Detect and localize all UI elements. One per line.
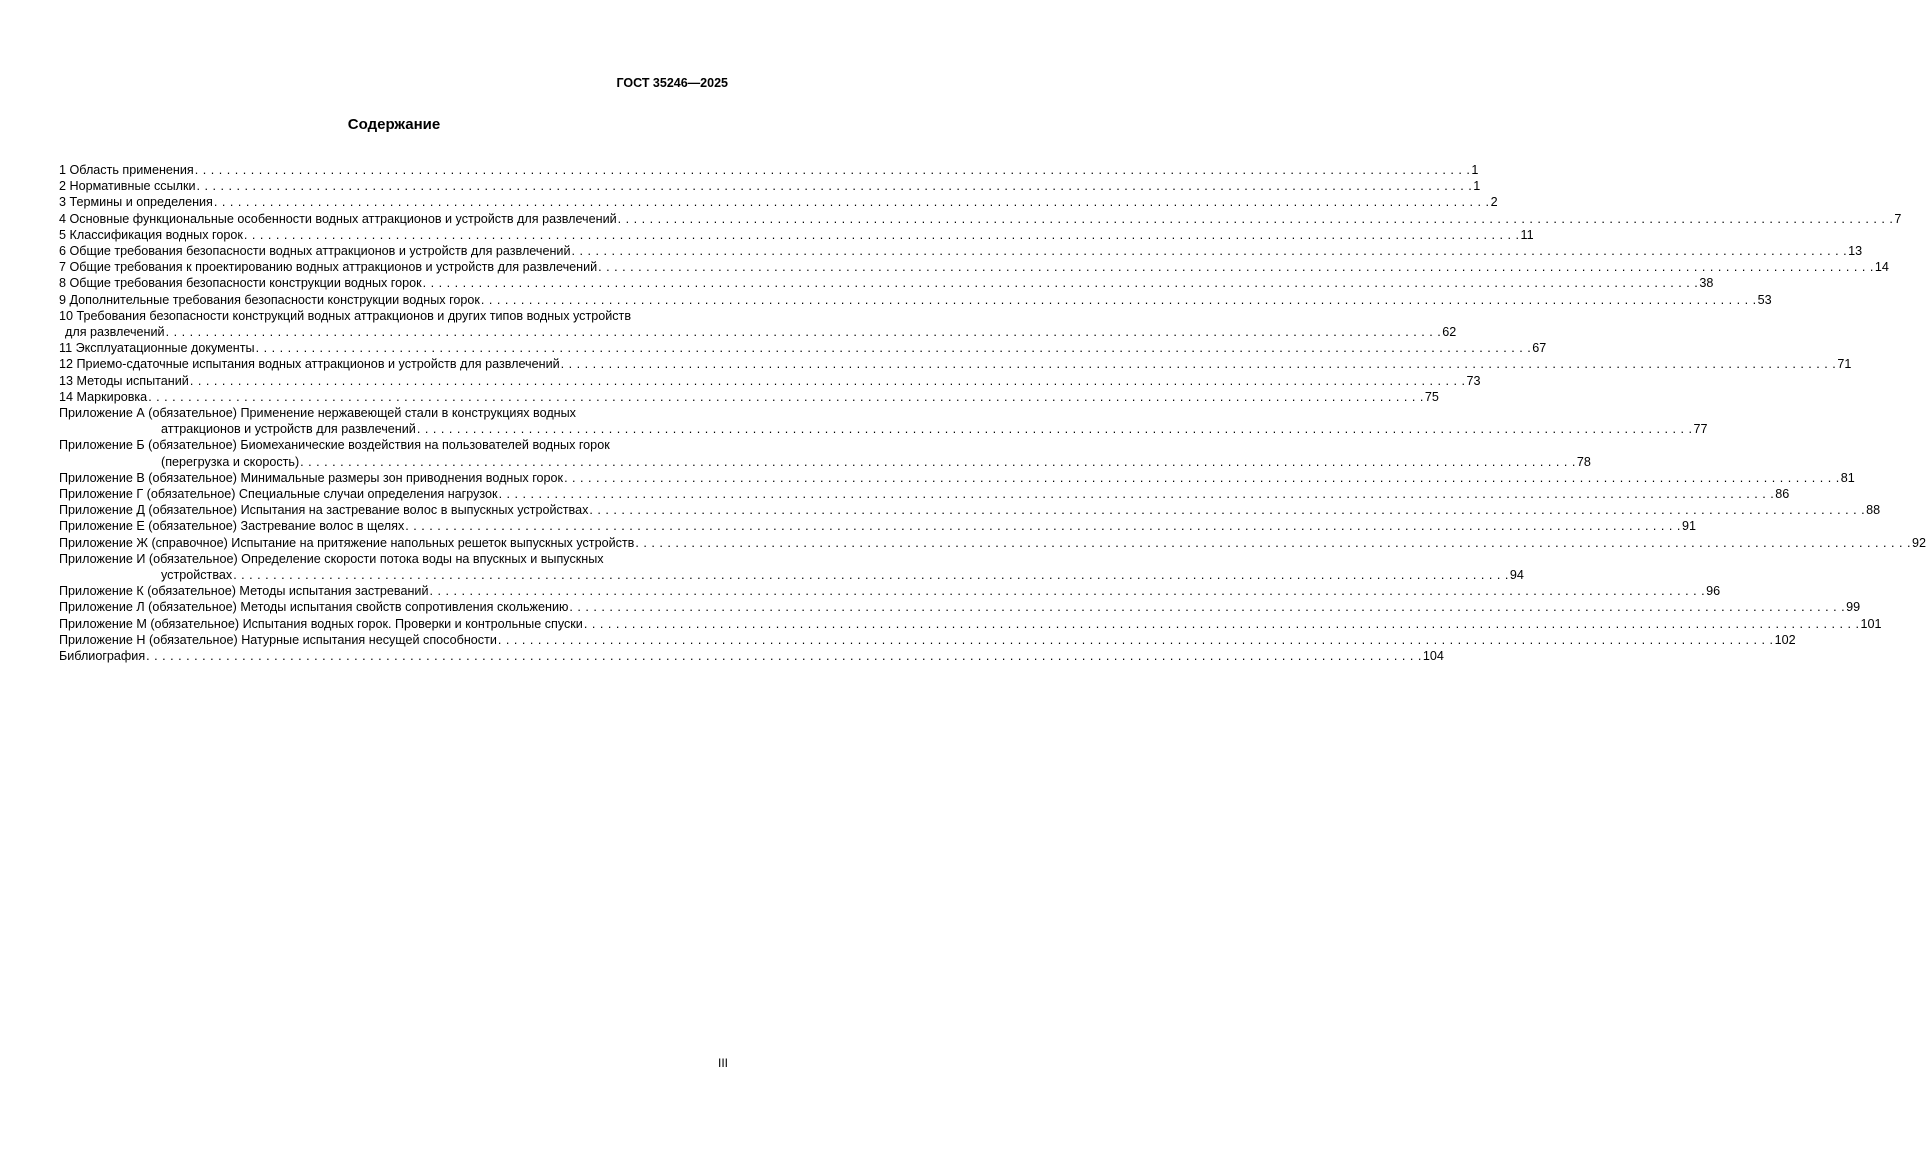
toc-entry-line xyxy=(59,535,1926,551)
dot-leader: . . . . . . . . . . . . . . . . . . . . . . . . . . . . . . . . . . . . . . . . . . . . . . . . . . . . . . . . . . . . . . . . . . . . . . . . . . . . . . . . . . . . . . . . . . . . . . . . . . . . . . . . . . . . . . . . . . . . . . . . . . . . . . . . . . . . . . . . . . . . . . . . . . . . . . . . . . . . . . . . xyxy=(564,470,1840,485)
toc-entry-title: Приложение А (обязательное) Применение нержавеющей стали в конструкциях водных xyxy=(59,406,576,421)
toc-entry-title: 10 Требования безопасности конструкций водных аттракционов и других типов водных устройств xyxy=(59,308,632,323)
toc-entry-page: 81 xyxy=(1840,470,1855,485)
toc-entry-title: Приложение Б (обязательное) Биомеханические воздействия на пользователей водных горок xyxy=(59,438,610,453)
dot-leader: . . . . . . . . . . . . . . . . . . . . . . . . . . . . . . . . . . . . . . . . . . . . . . . . . . . . . . . . . . . . . . . . . . . . . . . . . . . . . . . . . . . . . . . . . . . . . . . . . . . . . . . . . . . . . . . . . . . . . . . . . . . . . . . . . . . . . . . . . . . . . . . . . . . . . . . . . . . . . . . . xyxy=(598,260,1874,275)
toc-entry-title: 7 Общие требования к проектированию водных аттракционов и устройств для развлечений xyxy=(59,260,598,275)
toc-entry-page: 104 xyxy=(1422,649,1444,664)
toc-entry-line xyxy=(59,616,1882,632)
table-of-contents xyxy=(59,162,1926,664)
toc-entry[interactable] xyxy=(59,308,1457,340)
toc-entry-page: 102 xyxy=(1774,632,1796,647)
toc-entry-page: 101 xyxy=(1860,616,1882,631)
toc-entry[interactable] xyxy=(59,227,1534,243)
toc-entry-line xyxy=(59,648,1444,664)
toc-entry-line xyxy=(59,454,1591,470)
toc-entry-title: 8 Общие требования безопасности конструкции водных горок xyxy=(59,276,422,291)
toc-entry[interactable] xyxy=(59,194,1498,210)
dot-leader: . . . . . . . . . . . . . . . . . . . . . . . . . . . . . . . . . . . . . . . . . . . . . . . . . . . . . . . . . . . . . . . . . . . . . . . . . . . . . . . . . . . . . . . . . . . . . . . . . . . . . . . . . . . . . . . . . . . . . . . . . . . . . . . . . . . . . . . . . . . . . . . . . . . . . . . . . . . . . . . . xyxy=(480,292,1757,307)
page-number: III xyxy=(717,1056,728,1070)
toc-entry-page: 2 xyxy=(1490,195,1498,210)
toc-entry[interactable] xyxy=(59,162,1479,178)
toc-entry-line xyxy=(59,486,1790,502)
dot-leader: . . . . . . . . . . . . . . . . . . . . . . . . . . . . . . . . . . . . . . . . . . . . . . . . . . . . . . . . . . . . . . . . . . . . . . . . . . . . . . . . . . . . . . . . . . . . . . . . . . . . . . . . . . . . . . . . . . . . . . . . . . . . . . . . . . . . . . . . . . . . . . . . . . . . . . . . . . . . . . . . xyxy=(617,211,1894,226)
toc-entry[interactable] xyxy=(59,340,1547,356)
toc-entry-page: 78 xyxy=(1576,454,1591,469)
dot-leader: . . . . . . . . . . . . . . . . . . . . . . . . . . . . . . . . . . . . . . . . . . . . . . . . . . . . . . . . . . . . . . . . . . . . . . . . . . . . . . . . . . . . . . . . . . . . . . . . . . . . . . . . . . . . . . . . . . . . . . . . . . . . . . . . . . . . . . . . . . . . . . . . . . . . . . . . . . . . . . . . xyxy=(422,276,1699,291)
toc-entry-title: 12 Приемо-сдаточные испытания водных аттракционов и устройств для развлечений xyxy=(59,357,560,372)
toc-entry-title: Приложение Г (обязательное) Специальные случаи определения нагрузок xyxy=(59,487,498,502)
dot-leader: . . . . . . . . . . . . . . . . . . . . . . . . . . . . . . . . . . . . . . . . . . . . . . . . . . . . . . . . . . . . . . . . . . . . . . . . . . . . . . . . . . . . . . . . . . . . . . . . . . . . . . . . . . . . . . . . . . . . . . . . . . . . . . . . . . . . . . . . . . . . . . . . . . . . . . . . . . . . . . . . xyxy=(498,487,1775,502)
dot-leader: . . . . . . . . . . . . . . . . . . . . . . . . . . . . . . . . . . . . . . . . . . . . . . . . . . . . . . . . . . . . . . . . . . . . . . . . . . . . . . . . . . . . . . . . . . . . . . . . . . . . . . . . . . . . . . . . . . . . . . . . . . . . . . . . . . . . . . . . . . . . . . . . . . . . . . . . . . . . . . . . xyxy=(416,422,1693,437)
toc-entry-title: 3 Термины и определения xyxy=(59,195,213,210)
toc-entry-page: 99 xyxy=(1846,600,1861,615)
toc-entry-page: 73 xyxy=(1466,373,1481,388)
toc-entry-page: 67 xyxy=(1532,341,1547,356)
dot-leader: . . . . . . . . . . . . . . . . . . . . . . . . . . . . . . . . . . . . . . . . . . . . . . . . . . . . . . . . . . . . . . . . . . . . . . . . . . . . . . . . . . . . . . . . . . . . . . . . . . . . . . . . . . . . . . . . . . . . . . . . . . . . . . . . . . . . . . . . . . . . . . . . . . . . . . . . . . . . . . . . xyxy=(589,503,1866,518)
toc-entry-title: Приложение Л (обязательное) Методы испытания свойств сопротивления скольжению xyxy=(59,600,569,615)
toc-entry-line xyxy=(59,518,1696,534)
toc-entry-title: Приложение М (обязательное) Испытания водных горок. Проверки и контрольные спуски xyxy=(59,616,583,631)
toc-entry-line xyxy=(59,502,1881,518)
toc-entry-title: 6 Общие требования безопасности водных аттракционов и устройств для развлечений xyxy=(59,244,571,259)
toc-entry[interactable] xyxy=(59,405,1708,437)
toc-entry-page: 77 xyxy=(1693,422,1708,437)
toc-entry-line xyxy=(59,211,1902,227)
dot-leader: . . . . . . . . . . . . . . . . . . . . . . . . . . . . . . . . . . . . . . . . . . . . . . . . . . . . . . . . . . . . . . . . . . . . . . . . . . . . . . . . . . . . . . . . . . . . . . . . . . . . . . . . . . . . . . . . . . . . . . . . . . . . . . . . . . . . . . . . . . . . . . . . . . . . . . . . . . . . . . . . xyxy=(405,519,1681,534)
toc-entry-line xyxy=(59,292,1772,308)
toc-entry-page: 92 xyxy=(1912,535,1926,550)
toc-entry-page: 11 xyxy=(1520,227,1534,242)
toc-entry[interactable] xyxy=(59,502,1881,518)
toc-entry-title: 4 Основные функциональные особенности водных аттракционов и устройств для развлечений xyxy=(59,211,617,226)
dot-leader: . . . . . . . . . . . . . . . . . . . . . . . . . . . . . . . . . . . . . . . . . . . . . . . . . . . . . . . . . . . . . . . . . . . . . . . . . . . . . . . . . . . . . . . . . . . . . . . . . . . . . . . . . . . . . . . . . . . . . . . . . . . . . . . . . . . . . . . . . . . . . . . . . . . . . . . . . . . . . . . . xyxy=(560,357,1837,372)
toc-entry-title: (перегрузка и скорость) xyxy=(161,454,300,469)
toc-entry-title: Приложение Н (обязательное) Натурные испытания несущей способности xyxy=(59,632,497,647)
toc-entry-page: 13 xyxy=(1848,244,1863,259)
toc-entry-line xyxy=(59,178,1481,194)
dot-leader: . . . . . . . . . . . . . . . . . . . . . . . . . . . . . . . . . . . . . . . . . . . . . . . . . . . . . . . . . . . . . . . . . . . . . . . . . . . . . . . . . . . . . . . . . . . . . . . . . . . . . . . . . . . . . . . . . . . . . . . . . . . . . . . . . . . . . . . . . . . . . . . . . . . . . . . . . . . . . . . . xyxy=(497,632,1774,647)
dot-leader: . . . . . . . . . . . . . . . . . . . . . . . . . . . . . . . . . . . . . . . . . . . . . . . . . . . . . . . . . . . . . . . . . . . . . . . . . . . . . . . . . . . . . . . . . . . . . . . . . . . . . . . . . . . . . . . . . . . . . . . . . . . . . . . . . . . . . . . . . . . . . . . . . . . . . . . . . . . . . . . . xyxy=(571,244,1848,259)
dot-leader: . . . . . . . . . . . . . . . . . . . . . . . . . . . . . . . . . . . . . . . . . . . . . . . . . . . . . . . . . . . . . . . . . . . . . . . . . . . . . . . . . . . . . . . . . . . . . . . . . . . . . . . . . . . . . . . . . . . . . . . . . . . . . . . . . . . . . . . . . . . . . . . . . . . . . . . . . . . . . . . . xyxy=(146,649,1422,664)
toc-entry-title: Приложение Ж (справочное) Испытание на притяжение напольных решеток выпускных устройств xyxy=(59,535,635,550)
toc-entry-line xyxy=(59,551,728,567)
toc-entry[interactable] xyxy=(59,356,1852,372)
toc-entry-line xyxy=(59,373,1481,389)
toc-entry[interactable] xyxy=(59,373,1481,389)
toc-entry-page: 53 xyxy=(1757,292,1772,307)
toc-entry-line xyxy=(59,308,728,324)
toc-entry[interactable] xyxy=(59,178,1481,194)
toc-entry-title: Приложение Д (обязательное) Испытания на застревание волос в выпускных устройствах xyxy=(59,503,589,518)
dot-leader: . . . . . . . . . . . . . . . . . . . . . . . . . . . . . . . . . . . . . . . . . . . . . . . . . . . . . . . . . . . . . . . . . . . . . . . . . . . . . . . . . . . . . . . . . . . . . . . . . . . . . . . . . . . . . . . . . . . . . . . . . . . . . . . . . . . . . . . . . . . . . . . . . . . . . . . . . . . . . . . . xyxy=(165,325,1442,340)
toc-entry-line xyxy=(59,470,1855,486)
dot-leader: . . . . . . . . . . . . . . . . . . . . . . . . . . . . . . . . . . . . . . . . . . . . . . . . . . . . . . . . . . . . . . . . . . . . . . . . . . . . . . . . . . . . . . . . . . . . . . . . . . . . . . . . . . . . . . . . . . . . . . . . . . . . . . . . . . . . . . . . . . . . . . . . . . . . . . . . . . . . . . . . xyxy=(233,568,1509,583)
toc-entry[interactable] xyxy=(59,292,1772,308)
toc-entry-page: 94 xyxy=(1509,568,1524,583)
toc-entry[interactable] xyxy=(59,599,1861,615)
dot-leader: . . . . . . . . . . . . . . . . . . . . . . . . . . . . . . . . . . . . . . . . . . . . . . . . . . . . . . . . . . . . . . . . . . . . . . . . . . . . . . . . . . . . . . . . . . . . . . . . . . . . . . . . . . . . . . . . . . . . . . . . . . . . . . . . . . . . . . . . . . . . . . . . . . . . . . . . . . . . . . . . xyxy=(569,600,1846,615)
toc-entry-line xyxy=(59,340,1547,356)
toc-entry[interactable] xyxy=(59,211,1902,227)
toc-entry-page: 88 xyxy=(1866,503,1881,518)
dot-leader: . . . . . . . . . . . . . . . . . . . . . . . . . . . . . . . . . . . . . . . . . . . . . . . . . . . . . . . . . . . . . . . . . . . . . . . . . . . . . . . . . . . . . . . . . . . . . . . . . . . . . . . . . . . . . . . . . . . . . . . . . . . . . . . . . . . . . . . . . . . . . . . . . . . . . . . . . . . . . . . . xyxy=(583,616,1860,631)
toc-entry-page: 7 xyxy=(1894,211,1902,226)
toc-entry-title: Приложение И (обязательное) Определение скорости потока воды на впускных и выпускных xyxy=(59,551,604,566)
toc-entry-line xyxy=(59,437,728,453)
toc-entry-line xyxy=(59,583,1721,599)
toc-entry-line xyxy=(59,162,1479,178)
toc-entry-title: Библиография xyxy=(59,649,146,664)
toc-entry[interactable] xyxy=(59,486,1790,502)
dot-leader: . . . . . . . . . . . . . . . . . . . . . . . . . . . . . . . . . . . . . . . . . . . . . . . . . . . . . . . . . . . . . . . . . . . . . . . . . . . . . . . . . . . . . . . . . . . . . . . . . . . . . . . . . . . . . . . . . . . . . . . . . . . . . . . . . . . . . . . . . . . . . . . . . . . . . . . . . . . . . . . . xyxy=(635,535,1912,550)
toc-entry-title: 1 Область применения xyxy=(59,163,194,177)
toc-entry[interactable] xyxy=(59,275,1714,291)
dot-leader: . . . . . . . . . . . . . . . . . . . . . . . . . . . . . . . . . . . . . . . . . . . . . . . . . . . . . . . . . . . . . . . . . . . . . . . . . . . . . . . . . . . . . . . . . . . . . . . . . . . . . . . . . . . . . . . . . . . . . . . . . . . . . . . . . . . . . . . . . . . . . . . . . . . . . . . . . . . . . . . . xyxy=(429,584,1706,599)
toc-entry-page: 96 xyxy=(1706,584,1721,599)
dot-leader: . . . . . . . . . . . . . . . . . . . . . . . . . . . . . . . . . . . . . . . . . . . . . . . . . . . . . . . . . . . . . . . . . . . . . . . . . . . . . . . . . . . . . . . . . . . . . . . . . . . . . . . . . . . . . . . . . . . . . . . . . . . . . . . . . . . . . . . . . . . . . . . . . . . . . . . . . . . . . . . . xyxy=(243,227,1520,242)
toc-entry[interactable] xyxy=(59,470,1855,486)
toc-entry[interactable] xyxy=(59,259,1889,275)
toc-entry[interactable] xyxy=(59,551,1524,583)
toc-entry-line xyxy=(59,632,1796,648)
toc-entry-title: аттракционов и устройств для развлечений xyxy=(161,422,416,437)
toc-entry-page: 1 xyxy=(1473,179,1481,194)
dot-leader: . . . . . . . . . . . . . . . . . . . . . . . . . . . . . . . . . . . . . . . . . . . . . . . . . . . . . . . . . . . . . . . . . . . . . . . . . . . . . . . . . . . . . . . . . . . . . . . . . . . . . . . . . . . . . . . . . . . . . . . . . . . . . . . . . . . . . . . . . . . . . . . . . . . . . . . . . . . . . . . . xyxy=(189,373,1466,388)
toc-entry-title: Приложение Е (обязательное) Застревание волос в щелях xyxy=(59,519,405,534)
toc-entry-title: 5 Классификация водных горок xyxy=(59,227,243,242)
toc-entry-page: 38 xyxy=(1699,276,1714,291)
toc-entry-line xyxy=(59,324,1457,340)
toc-entry-page: 71 xyxy=(1837,357,1852,372)
toc-entry-line xyxy=(59,599,1861,615)
dot-leader: . . . . . . . . . . . . . . . . . . . . . . . . . . . . . . . . . . . . . . . . . . . . . . . . . . . . . . . . . . . . . . . . . . . . . . . . . . . . . . . . . . . . . . . . . . . . . . . . . . . . . . . . . . . . . . . . . . . . . . . . . . . . . . . . . . . . . . . . . . . . . . . . . . . . . . . . . . . . . . . . xyxy=(255,341,1532,356)
toc-entry-page: 75 xyxy=(1424,389,1439,404)
toc-entry[interactable] xyxy=(59,437,1591,469)
toc-entry-page: 14 xyxy=(1874,260,1889,275)
toc-entry[interactable] xyxy=(59,583,1721,599)
toc-entry[interactable] xyxy=(59,518,1696,534)
toc-entry-title: 2 Нормативные ссылки xyxy=(59,179,196,194)
toc-entry-line xyxy=(59,356,1852,372)
toc-entry-line xyxy=(59,567,1524,583)
toc-entry-title: 14 Маркировка xyxy=(59,389,148,404)
toc-entry-title: Приложение К (обязательное) Методы испытания застреваний xyxy=(59,584,429,599)
toc-entry[interactable] xyxy=(59,535,1926,551)
dot-leader: . . . . . . . . . . . . . . . . . . . . . . . . . . . . . . . . . . . . . . . . . . . . . . . . . . . . . . . . . . . . . . . . . . . . . . . . . . . . . . . . . . . . . . . . . . . . . . . . . . . . . . . . . . . . . . . . . . . . . . . . . . . . . . . . . . . . . . . . . . . . . . . . . . . . . . . . . . . . . . . . xyxy=(300,454,1576,469)
toc-entry[interactable] xyxy=(59,389,1439,405)
toc-entry-line xyxy=(59,275,1714,291)
toc-entry-line xyxy=(59,405,728,421)
toc-entry[interactable] xyxy=(59,632,1796,648)
toc-entry-page: 62 xyxy=(1442,325,1457,340)
toc-entry-title: устройствах xyxy=(161,568,233,583)
toc-entry[interactable] xyxy=(59,648,1444,664)
toc-entry[interactable] xyxy=(59,616,1882,632)
dot-leader: . . . . . . . . . . . . . . . . . . . . . . . . . . . . . . . . . . . . . . . . . . . . . . . . . . . . . . . . . . . . . . . . . . . . . . . . . . . . . . . . . . . . . . . . . . . . . . . . . . . . . . . . . . . . . . . . . . . . . . . . . . . . . . . . . . . . . . . . . . . . . . . . . . . . . . . . . . . . . . . . xyxy=(213,195,1490,210)
dot-leader: . . . . . . . . . . . . . . . . . . . . . . . . . . . . . . . . . . . . . . . . . . . . . . . . . . . . . . . . . . . . . . . . . . . . . . . . . . . . . . . . . . . . . . . . . . . . . . . . . . . . . . . . . . . . . . . . . . . . . . . . . . . . . . . . . . . . . . . . . . . . . . . . . . . . . . . . . . . . . . . . xyxy=(196,179,1473,194)
toc-entry-title: для развлечений xyxy=(65,325,165,340)
toc-entry-title: 9 Дополнительные требования безопасности конструкции водных горок xyxy=(59,292,480,307)
toc-entry-line xyxy=(59,227,1534,243)
toc-entry-title: Приложение В (обязательное) Минимальные размеры зон приводнения водных горок xyxy=(59,470,564,485)
toc-entry-line xyxy=(59,243,1863,259)
toc-entry-page: 86 xyxy=(1775,487,1790,502)
toc-entry-line xyxy=(59,389,1439,405)
toc-entry-title: 13 Методы испытаний xyxy=(59,373,189,388)
toc-entry[interactable] xyxy=(59,243,1863,259)
toc-entry-title: 11 Эксплуатационные документы xyxy=(59,341,255,356)
dot-leader: . . . . . . . . . . . . . . . . . . . . . . . . . . . . . . . . . . . . . . . . . . . . . . . . . . . . . . . . . . . . . . . . . . . . . . . . . . . . . . . . . . . . . . . . . . . . . . . . . . . . . . . . . . . . . . . . . . . . . . . . . . . . . . . . . . . . . . . . . . . . . . . . . . . . . . . . . . . . . . . . xyxy=(194,163,1471,177)
toc-entry-line xyxy=(59,421,1708,437)
toc-entry-line xyxy=(59,194,1498,210)
toc-title: Содержание xyxy=(347,116,441,133)
toc-entry-line xyxy=(59,259,1889,275)
dot-leader: . . . . . . . . . . . . . . . . . . . . . . . . . . . . . . . . . . . . . . . . . . . . . . . . . . . . . . . . . . . . . . . . . . . . . . . . . . . . . . . . . . . . . . . . . . . . . . . . . . . . . . . . . . . . . . . . . . . . . . . . . . . . . . . . . . . . . . . . . . . . . . . . . . . . . . . . . . . . . . . . xyxy=(148,389,1424,404)
toc-entry-page: 1 xyxy=(1471,163,1479,177)
document-code: ГОСТ 35246—2025 xyxy=(616,76,728,90)
toc-entry-page: 91 xyxy=(1681,519,1696,534)
